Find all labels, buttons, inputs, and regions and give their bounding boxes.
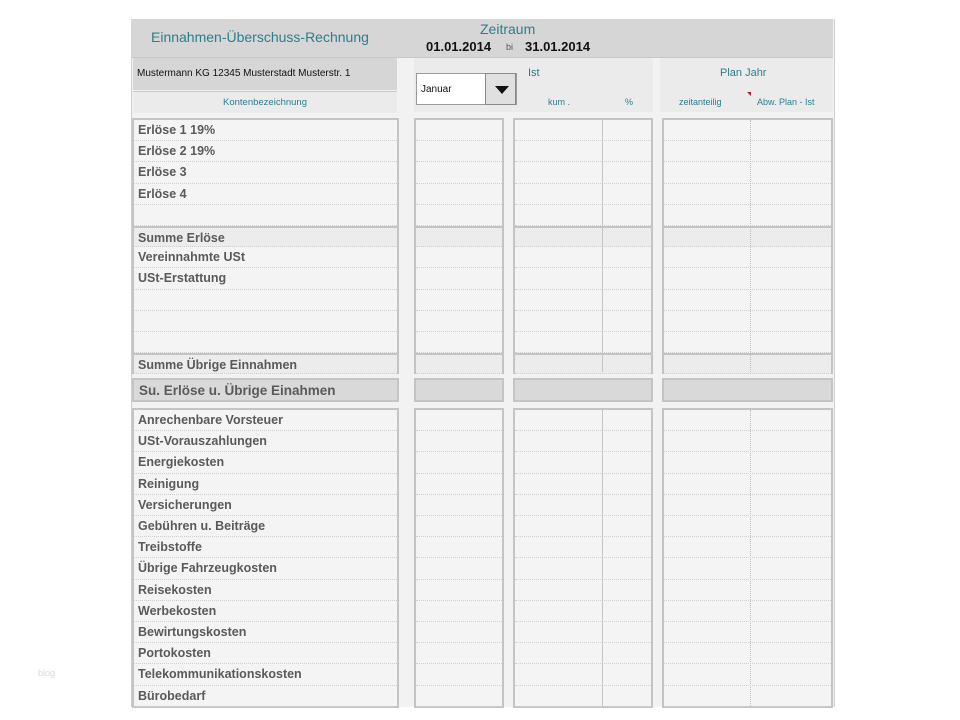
value-cell[interactable] (515, 516, 651, 537)
value-cell[interactable] (416, 452, 502, 473)
value-cell[interactable] (416, 268, 502, 289)
value-cell[interactable] (515, 247, 651, 268)
value-cell[interactable] (416, 664, 502, 685)
row-label: Reisekosten (138, 582, 212, 597)
row-label: Erlöse 3 (138, 165, 187, 180)
value-cell[interactable] (664, 622, 831, 643)
plan-label: Plan Jahr (720, 67, 767, 79)
value-cell[interactable] (515, 410, 651, 431)
value-cell[interactable] (515, 686, 651, 707)
value-cell[interactable] (664, 601, 831, 622)
expense-kum (513, 408, 653, 708)
value-cell[interactable] (416, 622, 502, 643)
table-row (134, 686, 397, 707)
value-cell[interactable] (664, 474, 831, 495)
value-cell[interactable] (416, 120, 502, 141)
month-select[interactable] (416, 73, 517, 105)
table-row (134, 452, 397, 473)
value-cell[interactable] (664, 410, 831, 431)
value-cell[interactable] (416, 601, 502, 622)
table-row (134, 353, 397, 374)
value-cell[interactable] (515, 474, 651, 495)
value-cell[interactable] (515, 162, 651, 183)
income-ist (414, 118, 504, 374)
row-label: Erlöse 1 19% (138, 123, 216, 137)
income-plan (662, 118, 833, 374)
value-cell[interactable] (416, 516, 502, 537)
value-cell[interactable] (515, 643, 651, 664)
value-cell[interactable] (416, 247, 502, 268)
value-cell[interactable] (664, 516, 831, 537)
zeitanteilig-label: zeitanteilig (679, 97, 722, 107)
value-cell[interactable] (515, 120, 651, 141)
value-cell[interactable] (664, 247, 831, 268)
bis-label: bi (506, 42, 514, 52)
table-row (134, 247, 397, 268)
total-row (132, 378, 399, 402)
value-cell[interactable] (416, 141, 502, 162)
expense-plan (662, 408, 833, 708)
value-cell[interactable] (515, 622, 651, 643)
value-cell[interactable] (664, 205, 831, 226)
value-cell[interactable] (515, 141, 651, 162)
row-label: Summe Erlöse (138, 231, 225, 245)
value-cell[interactable] (664, 664, 831, 685)
expense-ist (414, 408, 504, 708)
row-label: Telekommunikationskosten (138, 667, 302, 682)
table-row (134, 474, 397, 495)
value-cell[interactable] (416, 474, 502, 495)
percent-label: % (625, 97, 634, 107)
value-cell[interactable] (515, 431, 651, 452)
row-label: Reinigung (138, 476, 200, 491)
row-label: Energiekosten (138, 455, 225, 470)
table-row (134, 226, 397, 247)
value-cell[interactable] (416, 290, 502, 311)
table-row (134, 205, 397, 226)
value-cell[interactable] (416, 184, 502, 205)
value-cell[interactable] (416, 226, 502, 247)
column-divider (602, 410, 603, 706)
value-cell[interactable] (664, 558, 831, 579)
table-row (134, 495, 397, 516)
row-label: Summe Übrige Einnahmen (138, 358, 298, 373)
table-row (134, 332, 397, 353)
total-plan[interactable] (662, 378, 833, 402)
row-label: USt-Erstattung (138, 271, 227, 286)
row-label: Anrechenbare Vorsteuer (138, 413, 283, 427)
value-cell[interactable] (416, 353, 502, 374)
row-label: Erlöse 2 19% (138, 144, 216, 159)
value-cell[interactable] (416, 495, 502, 516)
value-cell[interactable] (515, 353, 651, 374)
table-row (134, 431, 397, 452)
value-cell[interactable] (515, 601, 651, 622)
value-cell[interactable] (515, 664, 651, 685)
value-cell[interactable] (416, 162, 502, 183)
value-cell[interactable] (664, 643, 831, 664)
value-cell[interactable] (664, 332, 831, 353)
table-row (134, 558, 397, 579)
table-row (134, 643, 397, 664)
total-row-label: Su. Erlöse u. Übrige Einahmen (139, 383, 336, 398)
row-label: USt-Vorauszahlungen (138, 434, 267, 449)
value-cell[interactable] (664, 120, 831, 141)
income-labels (132, 118, 399, 374)
table-row (134, 120, 397, 141)
value-cell[interactable] (664, 580, 831, 601)
date-to[interactable]: 31.01.2014 (525, 39, 591, 54)
abw-label: Abw. Plan - Ist (757, 97, 815, 107)
value-cell[interactable] (515, 205, 651, 226)
table-row (134, 184, 397, 205)
comment-indicator-icon[interactable] (747, 92, 751, 96)
value-cell[interactable] (416, 410, 502, 431)
value-cell[interactable] (664, 290, 831, 311)
date-from[interactable]: 01.01.2014 (426, 39, 492, 54)
table-row (134, 537, 397, 558)
kum-label: kum . (548, 97, 571, 107)
value-cell[interactable] (416, 537, 502, 558)
company-info: Mustermann KG 12345 Musterstadt Musterstr. 1 (133, 58, 397, 90)
period-label: Zeitraum (480, 21, 536, 37)
row-label: Treibstoffe (138, 540, 202, 555)
row-label: Portokosten (138, 646, 211, 661)
value-cell[interactable] (664, 353, 831, 374)
value-cell[interactable] (515, 226, 651, 247)
table-row (134, 268, 397, 289)
row-label: Übrige Fahrzeugkosten (138, 561, 277, 576)
column-divider (602, 120, 603, 372)
table-row (134, 410, 397, 431)
month-select-value: Januar (421, 84, 452, 95)
value-cell[interactable] (664, 184, 831, 205)
value-cell[interactable] (515, 495, 651, 516)
value-cell[interactable] (664, 431, 831, 452)
row-label: Gebühren u. Beiträge (138, 519, 266, 533)
value-cell[interactable] (515, 452, 651, 473)
row-label: Werbekosten (138, 603, 217, 618)
value-cell[interactable] (416, 332, 502, 353)
value-cell[interactable] (664, 268, 831, 289)
table-row (134, 664, 397, 685)
table-row (134, 162, 397, 183)
value-cell[interactable] (416, 311, 502, 332)
table-row (134, 290, 397, 311)
table-row (134, 580, 397, 601)
value-cell[interactable] (416, 580, 502, 601)
value-cell[interactable] (664, 311, 831, 332)
total-kum[interactable] (513, 378, 653, 402)
income-kum (513, 118, 653, 374)
row-label: Versicherungen (138, 497, 232, 512)
value-cell[interactable] (515, 268, 651, 289)
table-row (134, 141, 397, 162)
value-cell[interactable] (664, 495, 831, 516)
value-cell[interactable] (515, 580, 651, 601)
table-row (134, 311, 397, 332)
value-cell[interactable] (515, 332, 651, 353)
value-cell[interactable] (416, 205, 502, 226)
value-cell[interactable] (416, 686, 502, 707)
page-title: Einnahmen-Überschuss-Rechnung (151, 29, 369, 45)
expense-labels (132, 408, 399, 708)
table-row (134, 601, 397, 622)
value-cell[interactable] (515, 311, 651, 332)
row-label: Erlöse 4 (138, 186, 187, 201)
row-label: Vereinnahmte USt (138, 250, 245, 265)
value-cell[interactable] (664, 537, 831, 558)
value-cell[interactable] (664, 162, 831, 183)
value-cell[interactable] (664, 452, 831, 473)
total-ist[interactable] (414, 378, 504, 402)
ist-label: Ist (528, 67, 540, 79)
table-row (134, 622, 397, 643)
value-cell[interactable] (664, 686, 831, 707)
value-cell[interactable] (515, 184, 651, 205)
column-divider (750, 120, 751, 372)
value-cell[interactable] (416, 431, 502, 452)
value-cell[interactable] (416, 558, 502, 579)
value-cell[interactable] (515, 558, 651, 579)
row-label: Bewirtungskosten (138, 625, 247, 639)
table-row (134, 516, 397, 537)
account-column-header: Kontenbezeichnung (133, 91, 397, 113)
watermark: blog (38, 668, 56, 678)
value-cell[interactable] (664, 226, 831, 247)
value-cell[interactable] (664, 141, 831, 162)
value-cell[interactable] (515, 290, 651, 311)
chevron-down-icon[interactable] (485, 73, 516, 105)
value-cell[interactable] (515, 537, 651, 558)
row-label: Bürobedarf (138, 688, 206, 703)
value-cell[interactable] (416, 643, 502, 664)
